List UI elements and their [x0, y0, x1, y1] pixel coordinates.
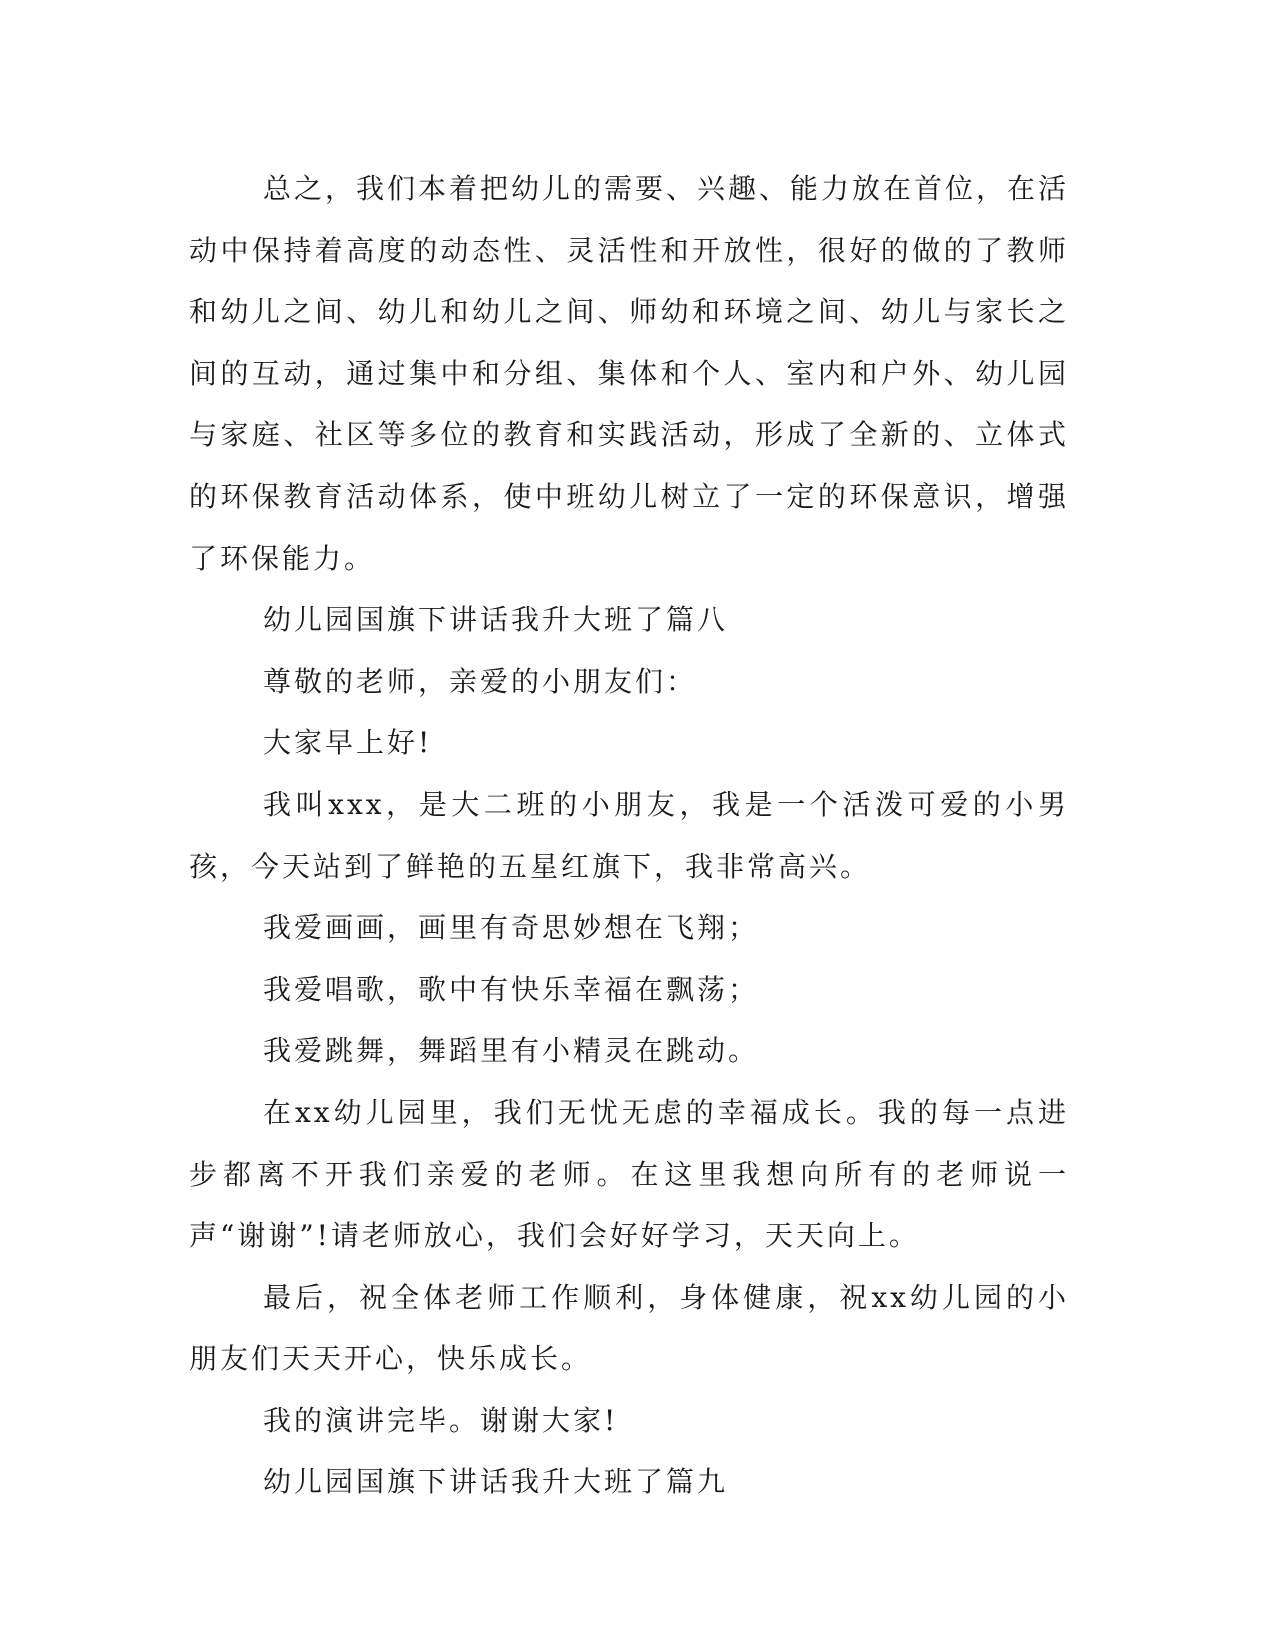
paragraph-closing: 我的演讲完毕。谢谢大家! [263, 1403, 619, 1437]
paragraph-singing: 我爱唱歌，歌中有快乐幸福在飘荡； [263, 972, 760, 1006]
salutation: 尊敬的老师，亲爱的小朋友们： [263, 664, 698, 698]
paragraph-thanks: 在xx幼儿园里，我们无忧无虑的幸福成长。我的每一点进步都离不开我们亲爱的老师。在这里我想向所有的老师说一声“谢谢”!请老师放心，我们会好好学习，天天向上。 [189, 1095, 1069, 1253]
greeting: 大家早上好! [263, 726, 433, 760]
document-body [189, 158, 1069, 1513]
paragraph-self-intro: 我叫xxx，是大二班的小朋友，我是一个活泼可爱的小男孩，今天站到了鲜艳的五星红旗下，我非常高兴。 [189, 787, 1069, 883]
paragraph-painting: 我爱画画，画里有奇思妙想在飞翔； [263, 911, 760, 945]
section-heading-8: 幼儿园国旗下讲话我升大班了篇八 [263, 603, 729, 637]
paragraph-wishes: 最后，祝全体老师工作顺利，身体健康，祝xx幼儿园的小朋友们天天开心，快乐成长。 [189, 1280, 1069, 1376]
section-heading-9: 幼儿园国旗下讲话我升大班了篇九 [263, 1465, 729, 1499]
paragraph-dancing: 我爱跳舞，舞蹈里有小精灵在跳动。 [263, 1034, 760, 1068]
paragraph-summary: 总之，我们本着把幼儿的需要、兴趣、能力放在首位，在活动中保持着高度的动态性、灵活性和开放性，很好的做的了教师和幼儿之间、幼儿和幼儿之间、师幼和环境之间、幼儿与家长之间的互动，通过集中和分组、集体和个人、室内和户外、幼儿园与家庭、社区等多位的教育和实践活动，形成了全新的、立体式的环保教育活动体系，使中班幼儿树立了一定的环保意识，增强了环保能力。 [189, 172, 1070, 575]
